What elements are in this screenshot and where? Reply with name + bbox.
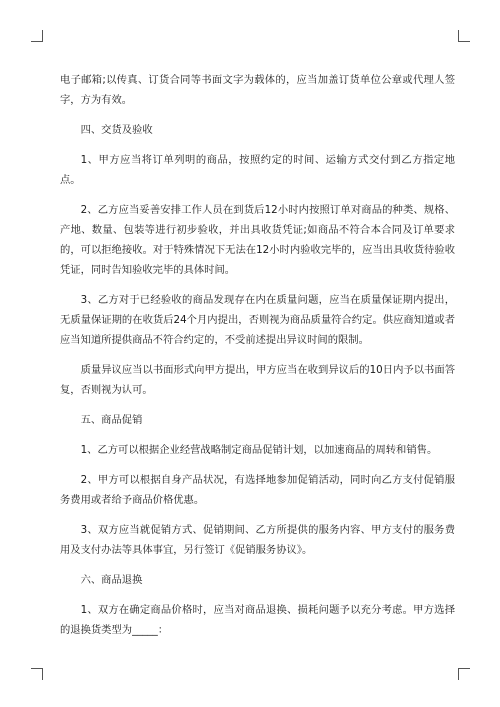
- document-body: [60, 70, 455, 650]
- section-heading-delivery: 四、交货及验收: [80, 124, 153, 136]
- paragraph-delivery-1: 1、甲方应当将订单列明的商品，按照约定的时间、运输方式交付到乙方指定地点。: [60, 154, 455, 186]
- paragraph-promotion-3: 3、双方应当就促销方式、促销期间、乙方所提供的服务内容、甲方支付的服务费用及支付办法等具体事宜，另行签订《促销服务协议》。: [60, 524, 455, 556]
- paragraph-returns-1: 1、双方在确定商品价格时，应当对商品退换、损耗问题予以充分考虑。甲方选择的退换货类型为_____：: [60, 604, 455, 636]
- paragraph-delivery-2: 2、乙方应当妥善安排工作人员在到货后12小时内按照订单对商品的种类、规格、产地、数量、包装等进行初步验收，并出具收货凭证;如商品不符合本合同及订单要求的，可以拒绝接收。对于特殊情况下无法在12小时内验收完毕的，应当出具收货待验收凭证，同时告知验收完毕的具体时间。: [60, 204, 455, 276]
- paragraph-delivery-3: 3、乙方对于已经验收的商品发现存在内在质量问题，应当在质量保证期内提出，无质量保证期的在收货后24个月内提出，否则视为商品质量符合约定。供应商知道或者应当知道所提供商品不符合约定的，不受前述提出异议时间的限制。: [60, 294, 455, 346]
- paragraph-promotion-2: 2、甲方可以根据自身产品状况，有选择地参加促销活动，同时向乙方支付促销服务费用或者给予商品价格优惠。: [60, 474, 455, 506]
- paragraph-promotion-1: 1、乙方可以根据企业经营战略制定商品促销计划，以加速商品的周转和销售。: [80, 444, 438, 456]
- crop-mark-bottom-left: [31, 668, 43, 680]
- crop-mark-top-left: [31, 30, 43, 42]
- section-heading-returns: 六、商品退换: [80, 574, 143, 586]
- paragraph-quality-objection: 质量异议应当以书面形式向甲方提出，甲方应当在收到异议后的10日内予以书面答复，否则视为认可。: [60, 364, 455, 396]
- paragraph-continuation: 电子邮箱;以传真、订货合同等书面文字为载体的，应当加盖订货单位公章或代理人签字，方为有效。: [60, 74, 455, 106]
- crop-mark-bottom-right: [458, 668, 470, 680]
- section-heading-promotion: 五、商品促销: [80, 414, 143, 426]
- crop-mark-top-right: [458, 30, 470, 42]
